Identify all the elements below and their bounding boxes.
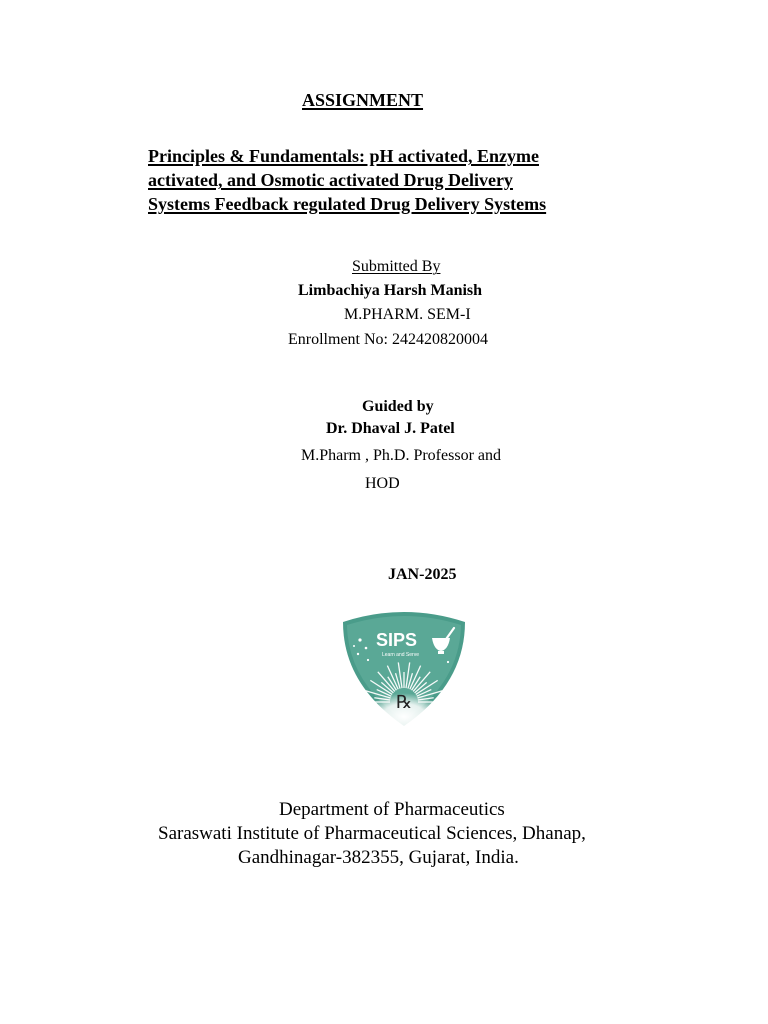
logo-text: SIPS	[376, 630, 418, 650]
title-line-2: activated, and Osmotic activated Drug Delivery	[148, 170, 513, 190]
student-course: M.PHARM. SEM-I	[344, 306, 471, 323]
sips-logo	[340, 604, 468, 728]
institute-line-2: Gandhinagar-382355, Gujarat, India.	[238, 847, 519, 868]
submission-date: JAN-2025	[388, 566, 457, 583]
title-line-1: Principles & Fundamentals: pH activated, Enzyme	[148, 146, 539, 166]
guided-by-label: Guided by	[362, 398, 434, 415]
assignment-title	[148, 144, 618, 216]
assignment-heading: ASSIGNMENT	[302, 90, 424, 110]
guide-name: Dr. Dhaval J. Patel	[326, 420, 455, 437]
student-name: Limbachiya Harsh Manish	[298, 282, 483, 299]
guide-title-line-2: HOD	[365, 475, 400, 492]
title-line-3: Systems Feedback regulated Drug Delivery Systems	[148, 194, 547, 214]
enrollment-number: Enrollment No: 242420820004	[288, 331, 488, 348]
department-name: Department of Pharmaceutics	[279, 799, 505, 820]
logo-tagline: Learn and Serve	[382, 652, 419, 658]
rx-symbol: ℞	[396, 692, 413, 712]
submitted-by-label: Submitted By	[352, 258, 441, 275]
institute-line-1: Saraswati Institute of Pharmaceutical Sciences, Dhanap,	[158, 823, 586, 844]
guide-title-line-1: M.Pharm , Ph.D. Professor and	[301, 447, 501, 464]
